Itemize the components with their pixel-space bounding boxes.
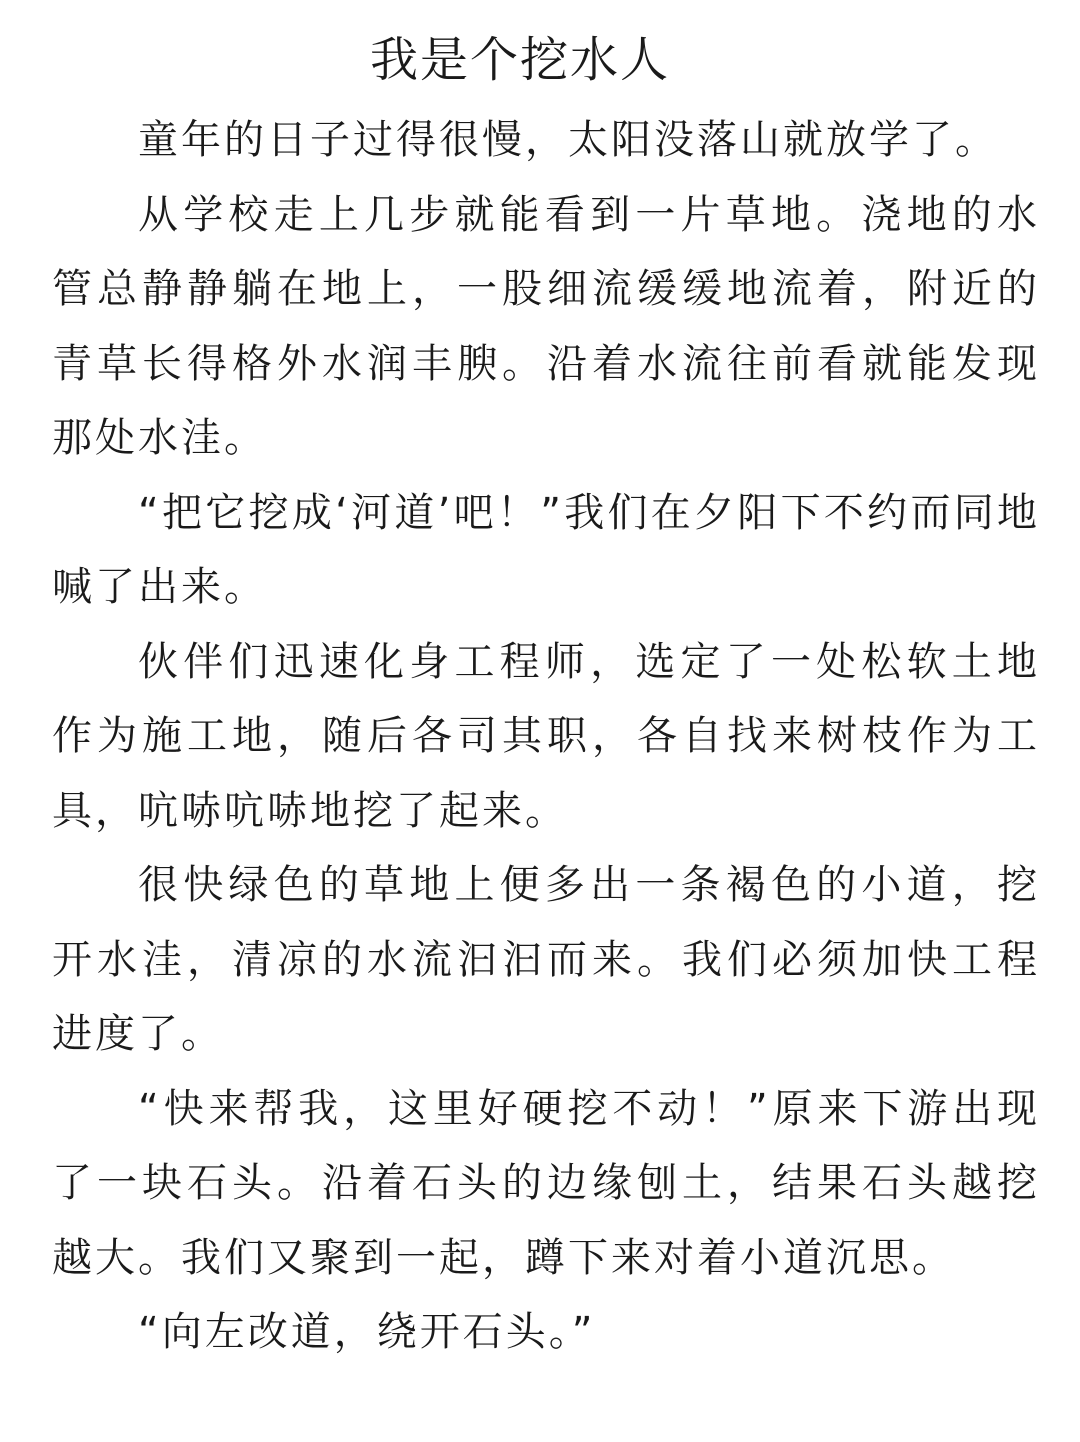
article-title: 我是个挖水人 bbox=[369, 32, 670, 88]
paragraph-5: 很快绿色的草地上便多出一条褐色的小道，挖开水洼，清凉的水流汩汩而来。我们必须加快工程进度了。 bbox=[52, 862, 1040, 1057]
paragraph-4: 伙伴们迅速化身工程师，选定了一处松软土地作为施工地，随后各司其职，各自找来树枝作为工具，吭哧吭哧地挖了起来。 bbox=[52, 638, 1040, 834]
paragraph-3: “把它挖成‘河道’吧！”我们在夕阳下不约而同地喊了出来。 bbox=[52, 489, 1040, 610]
paragraph-6: “快来帮我，这里好硬挖不动！”原来下游出现了一块石头。沿着石头的边缘刨土，结果石头越挖越大。我们又聚到一起，蹲下来对着小道沉思。 bbox=[52, 1085, 1040, 1281]
paragraph-7: “向左改道，绕开石头。” bbox=[138, 1309, 596, 1355]
paragraph-2: 从学校走上几步就能看到一片草地。浇地的水管总静静躺在地上，一股细流缓缓地流着，附近的青草长得格外水润丰腴。沿着水流往前看就能发现那处水洼。 bbox=[52, 191, 1040, 461]
paragraph-1: 童年的日子过得很慢，太阳没落山就放学了。 bbox=[138, 117, 998, 163]
article-body bbox=[52, 103, 1040, 1370]
